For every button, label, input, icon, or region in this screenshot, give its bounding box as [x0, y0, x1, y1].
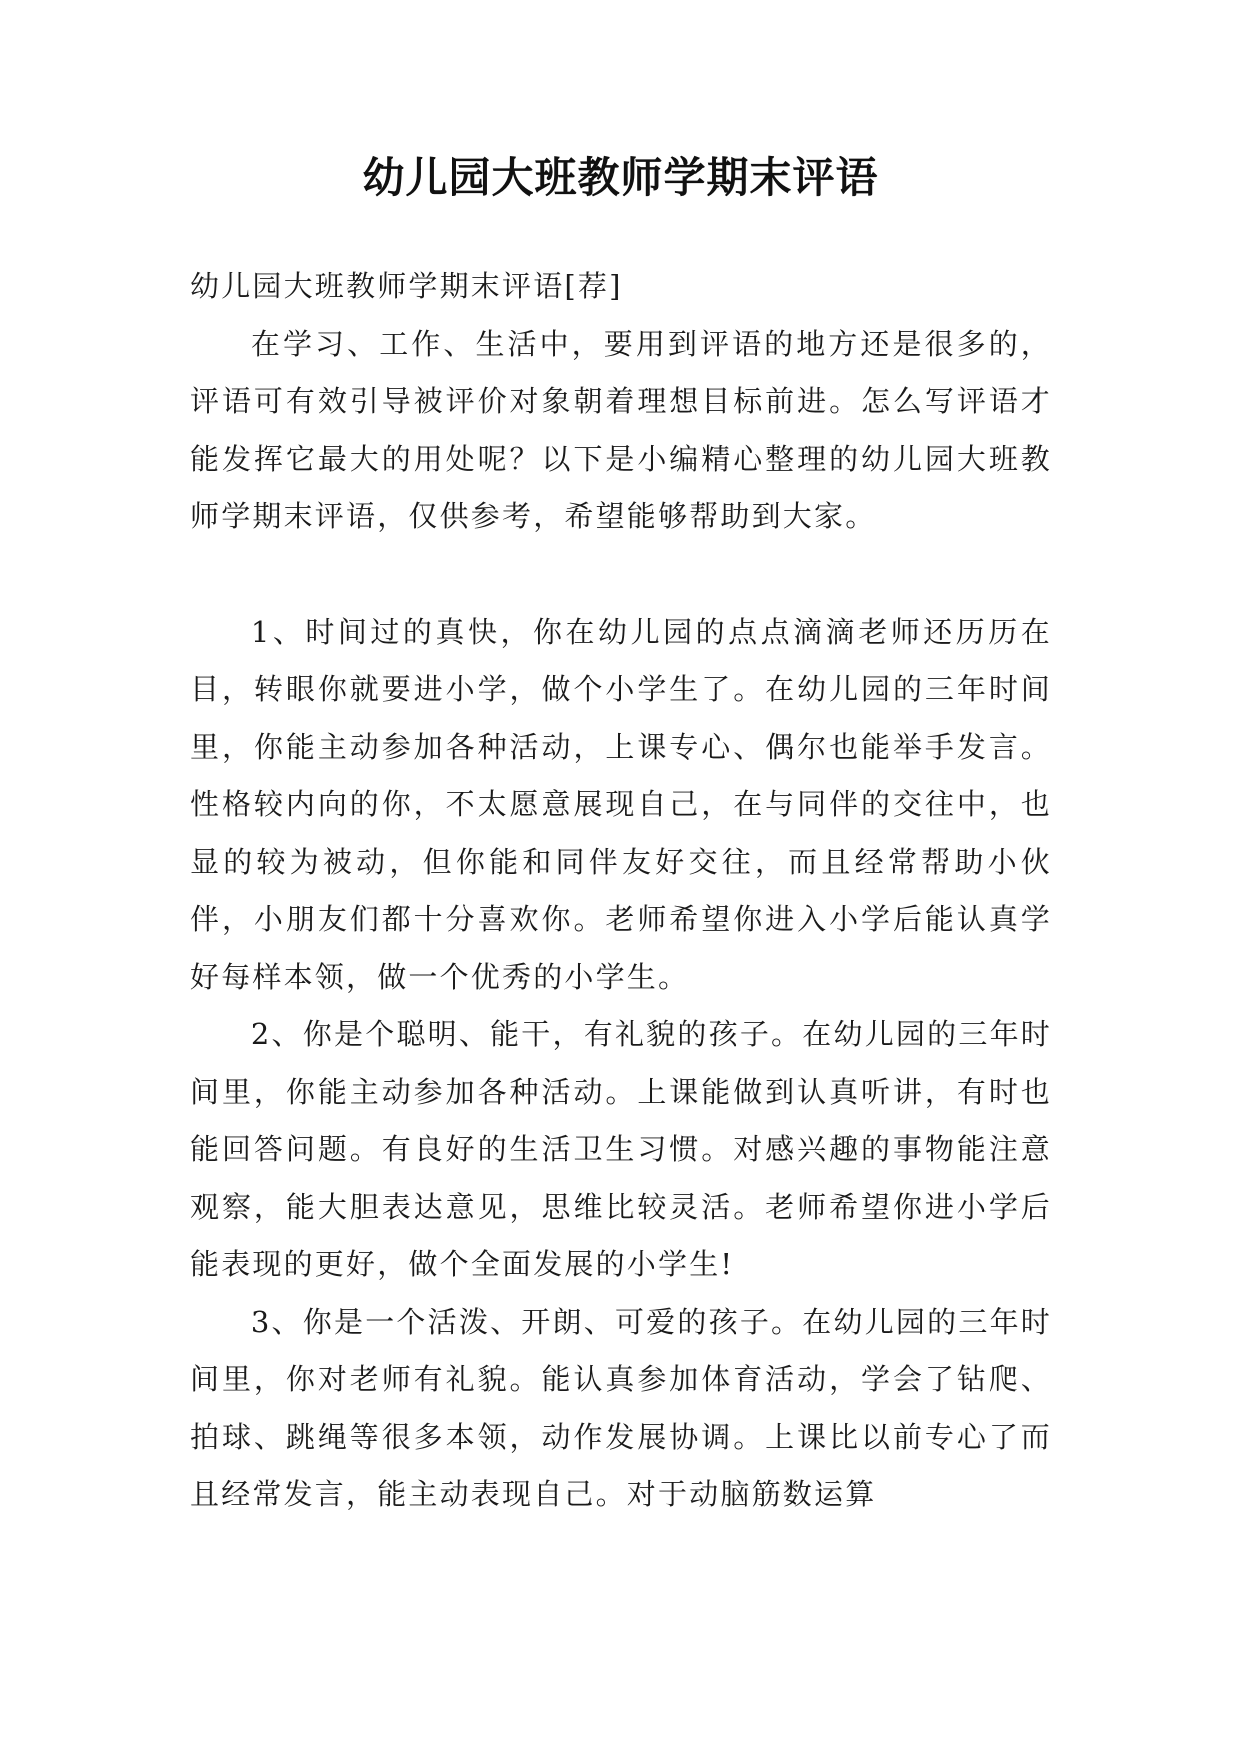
document-body — [190, 258, 1052, 1524]
comment-paragraph-2: 2、你是个聪明、能干，有礼貌的孩子。在幼儿园的三年时间里，你能主动参加各种活动。上课能做到认真听讲，有时也能回答问题。有良好的生活卫生习惯。对感兴趣的事物能注意观察，能大胆表达意见，思维比较灵活。老师希望你进小学后能表现的更好，做个全面发展的小学生! — [190, 1017, 1052, 1281]
document-title: 幼儿园大班教师学期末评语 — [362, 153, 879, 202]
document-subtitle: 幼儿园大班教师学期末评语[荐] — [190, 269, 623, 303]
intro-paragraph: 在学习、工作、生活中，要用到评语的地方还是很多的，评语可有效引导被评价对象朝着理想目标前进。怎么写评语才能发挥它最大的用处呢？以下是小编精心整理的幼儿园大班教师学期末评语，仅供参考，希望能够帮助到大家。 — [190, 326, 1052, 533]
comment-paragraph-1: 1、时间过的真快，你在幼儿园的点点滴滴老师还历历在目，转眼你就要进小学，做个小学生了。在幼儿园的三年时间里，你能主动参加各种活动，上课专心、偶尔也能举手发言。性格较内向的你，不太愿意展现自己，在与同伴的交往中，也显的较为被动，但你能和同伴友好交往，而且经常帮助小伙伴，小朋友们都十分喜欢你。老师希望你进入小学后能认真学好每样本领，做一个优秀的小学生。 — [190, 614, 1052, 994]
paragraph-spacer — [190, 546, 1052, 604]
comment-paragraph-3: 3、你是一个活泼、开朗、可爱的孩子。在幼儿园的三年时间里，你对老师有礼貌。能认真参加体育活动，学会了钻爬、拍球、跳绳等很多本领，动作发展协调。上课比以前专心了而且经常发言，能主动表现自己。对于动脑筋数运算 — [190, 1304, 1052, 1511]
